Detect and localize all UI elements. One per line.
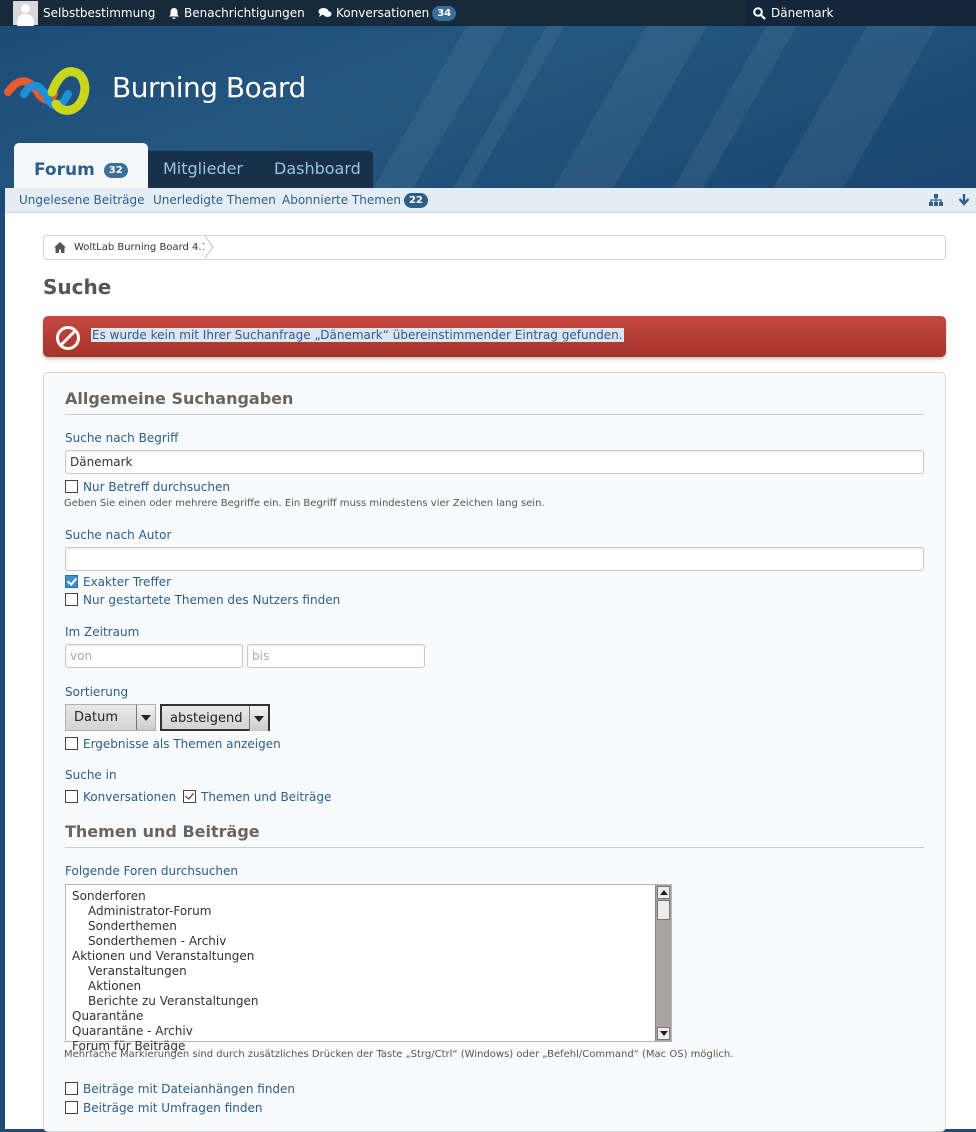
conversations-link[interactable] xyxy=(318,0,456,26)
exact-match-checkbox[interactable] xyxy=(65,575,78,588)
arrow-down-icon[interactable] xyxy=(957,193,971,207)
started-topics-option[interactable] xyxy=(65,593,340,607)
chevron-down-icon[interactable] xyxy=(136,705,155,730)
subject-only-option[interactable] xyxy=(65,480,230,494)
forum-option[interactable]: Sonderthemen xyxy=(88,919,177,933)
attachments-option[interactable] xyxy=(65,1082,295,1096)
search-in-topics-label: Themen und Beiträge xyxy=(201,790,332,804)
search-input[interactable]: Dänemark xyxy=(771,6,834,20)
sort-field-select[interactable] xyxy=(65,704,156,731)
subject-only-label: Nur Betreff durchsuchen xyxy=(83,480,230,494)
forum-option[interactable]: Berichte zu Veranstaltungen xyxy=(88,994,259,1008)
main-content xyxy=(5,213,976,1129)
sitemap-icon[interactable] xyxy=(929,193,943,207)
tab-forum-label: Forum xyxy=(34,160,95,180)
error-message xyxy=(43,316,946,357)
logo-text: Burning Board xyxy=(112,71,306,104)
page-title: Suche xyxy=(43,275,112,299)
sub-navigation xyxy=(5,188,976,213)
exact-match-label: Exakter Treffer xyxy=(83,575,172,589)
sort-field-value: Datum xyxy=(74,710,118,725)
forum-option[interactable]: Sonderforen xyxy=(72,889,146,903)
sort-order-value: absteigend xyxy=(170,711,243,726)
search-term-hint: Geben Sie einen oder mehrere Begriffe ein. Ein Begriff muss mindestens vier Zeichen lang sein. xyxy=(64,498,545,509)
scroll-down-icon[interactable] xyxy=(657,1027,670,1040)
chevron-down-icon[interactable] xyxy=(249,706,268,731)
breadcrumb-home-link[interactable]: WoltLab Burning Board 4.1 xyxy=(74,242,208,253)
subscribed-topics-label: Abonnierte Themen xyxy=(282,193,401,207)
forum-option[interactable]: Sonderthemen - Archiv xyxy=(88,934,227,948)
section-general-title: Allgemeine Suchangaben xyxy=(65,389,294,408)
search-icon xyxy=(753,7,766,20)
search-in-topics-option[interactable] xyxy=(183,790,331,804)
forum-option[interactable]: Quarantäne xyxy=(72,1009,144,1023)
forum-option[interactable]: Aktionen und Veranstaltungen xyxy=(72,949,255,963)
home-icon[interactable] xyxy=(54,242,66,253)
search-in-conversations-label: Konversationen xyxy=(83,790,177,804)
subject-only-checkbox[interactable] xyxy=(65,480,78,493)
results-as-topics-label: Ergebnisse als Themen anzeigen xyxy=(83,737,281,751)
search-in-conversations-option[interactable] xyxy=(65,790,176,804)
polls-checkbox[interactable] xyxy=(65,1101,78,1114)
forum-option[interactable]: Veranstaltungen xyxy=(88,964,187,978)
error-text: Es wurde kein mit Ihrer Suchanfrage „Dänemark“ übereinstimmender Eintrag gefunden. xyxy=(92,328,623,342)
results-as-topics-option[interactable] xyxy=(65,737,281,751)
date-from-input[interactable]: von xyxy=(65,644,243,668)
search-term-input[interactable]: Dänemark xyxy=(65,450,924,474)
scroll-thumb[interactable] xyxy=(657,900,670,920)
notifications-label: Benachrichtigungen xyxy=(184,6,305,20)
main-navigation xyxy=(0,143,976,188)
user-menu-link[interactable]: Selbstbestimmung xyxy=(43,6,156,20)
forum-option[interactable]: Quarantäne - Archiv xyxy=(72,1024,193,1038)
search-in-label: Suche in xyxy=(65,768,117,782)
tab-dashboard[interactable]: Dashboard xyxy=(274,159,361,178)
forum-multiselect[interactable] xyxy=(65,884,672,1053)
search-in-topics-checkbox[interactable] xyxy=(183,790,196,803)
sort-label: Sortierung xyxy=(65,685,129,699)
forum-option[interactable]: Forum für Beiträge xyxy=(72,1039,186,1053)
tab-mitglieder[interactable]: Mitglieder xyxy=(163,159,243,178)
forbidden-icon xyxy=(55,325,81,351)
conversations-label: Konversationen xyxy=(336,6,430,20)
tab-forum[interactable] xyxy=(14,143,148,188)
attachments-checkbox[interactable] xyxy=(65,1082,78,1095)
subscribed-topics-link[interactable] xyxy=(282,188,428,213)
breadcrumb xyxy=(43,235,946,260)
conversations-badge: 34 xyxy=(432,6,456,21)
sort-order-select[interactable] xyxy=(160,704,270,731)
date-to-input[interactable]: bis xyxy=(247,644,425,668)
author-input[interactable] xyxy=(65,547,924,571)
notifications-link[interactable] xyxy=(168,0,305,26)
subscribed-badge: 22 xyxy=(404,193,428,208)
unsolved-topics-link[interactable]: Unerledigte Themen xyxy=(153,193,276,207)
comments-icon xyxy=(318,7,332,19)
scroll-up-icon[interactable] xyxy=(657,886,670,899)
polls-option[interactable] xyxy=(65,1101,262,1115)
forum-option[interactable]: Administrator-Forum xyxy=(88,904,212,918)
forums-hint: Mehrfache Markierungen sind durch zusätzliches Drücken der Taste „Strg/Ctrl“ (Windows) oder „Befehl/Command“ (Mac OS) möglich. xyxy=(64,1049,734,1060)
forum-option[interactable]: Aktionen xyxy=(88,979,142,993)
search-form xyxy=(43,372,946,1132)
unread-posts-link[interactable]: Ungelesene Beiträge xyxy=(19,193,145,207)
top-bar xyxy=(0,0,976,26)
avatar[interactable] xyxy=(13,1,38,25)
forums-label: Folgende Foren durchsuchen xyxy=(65,864,239,878)
search-in-conversations-checkbox[interactable] xyxy=(65,790,78,803)
bell-icon xyxy=(168,7,180,19)
exact-match-option[interactable] xyxy=(65,575,171,589)
started-topics-label: Nur gestartete Themen des Nutzers finden xyxy=(83,593,341,607)
section-topics-title: Themen und Beiträge xyxy=(65,822,260,841)
polls-label: Beiträge mit Umfragen finden xyxy=(83,1101,263,1115)
burning-board-logo[interactable] xyxy=(6,64,98,116)
forum-badge: 32 xyxy=(104,163,128,178)
results-as-topics-checkbox[interactable] xyxy=(65,737,78,750)
attachments-label: Beiträge mit Dateianhängen finden xyxy=(83,1082,296,1096)
period-label: Im Zeitraum xyxy=(65,625,140,639)
search-term-label: Suche nach Begriff xyxy=(65,431,179,445)
forum-list-scrollbar[interactable] xyxy=(655,885,671,1041)
started-topics-checkbox[interactable] xyxy=(65,593,78,606)
author-label: Suche nach Autor xyxy=(65,528,172,542)
